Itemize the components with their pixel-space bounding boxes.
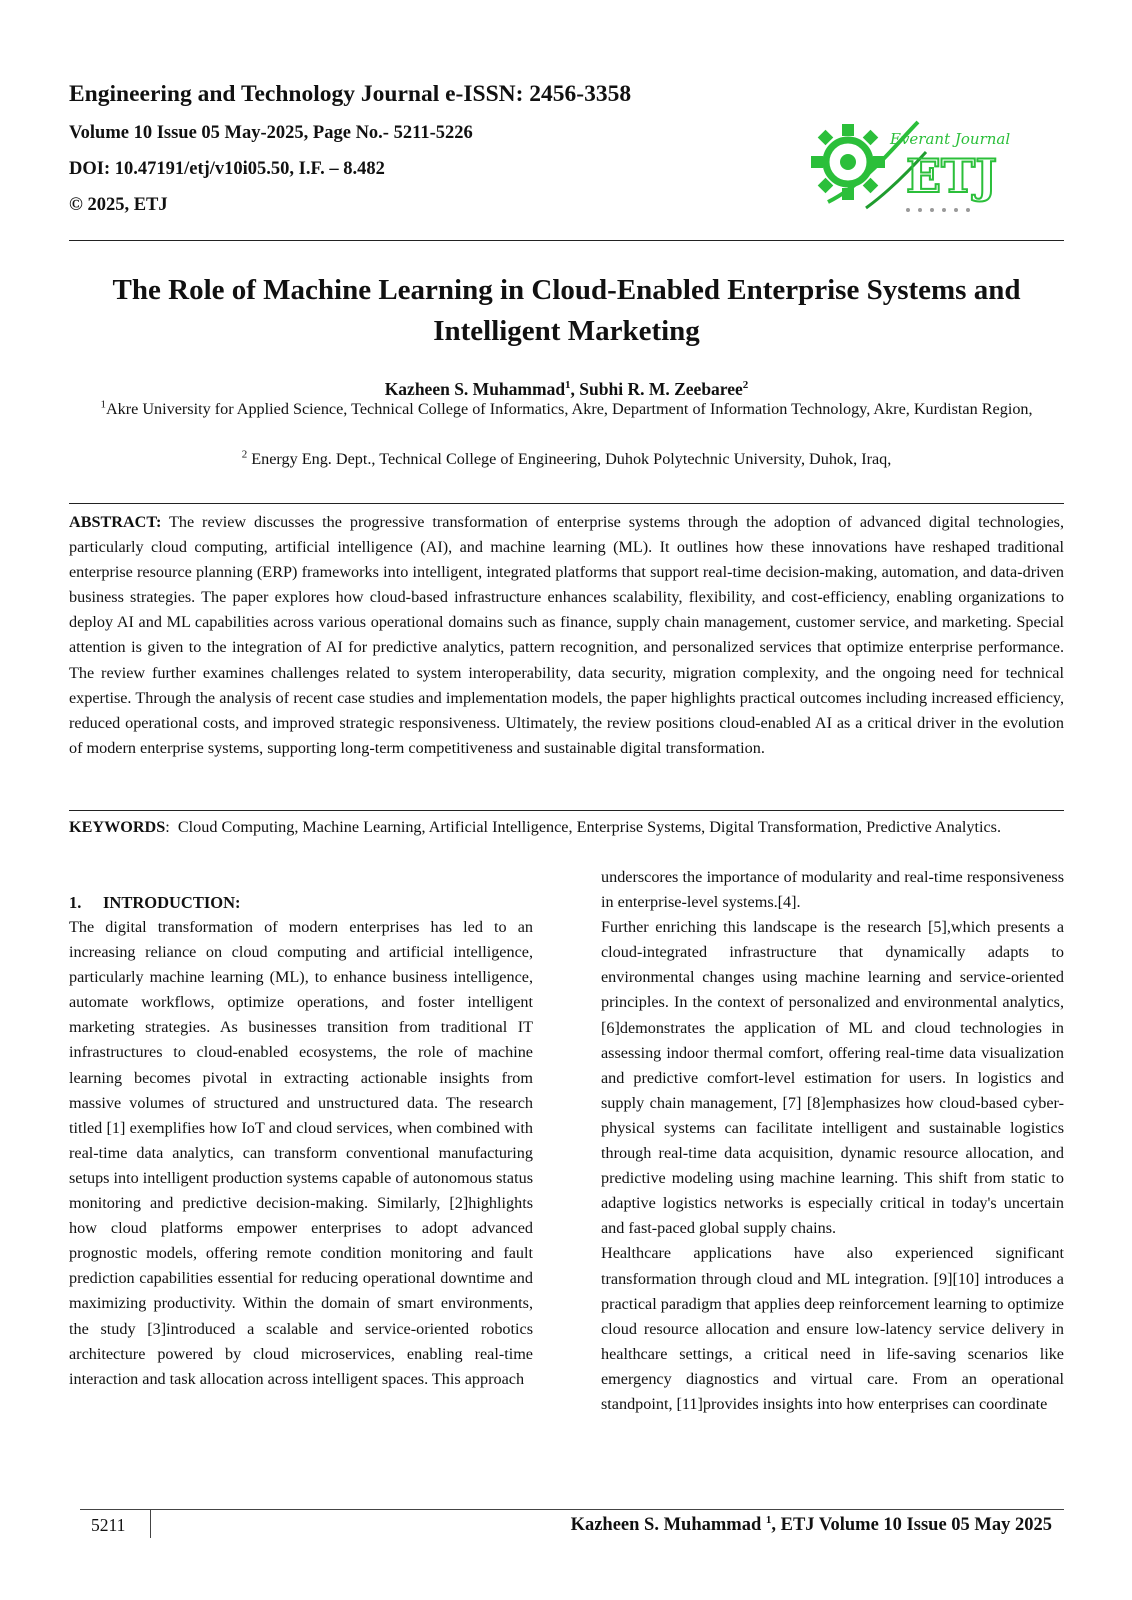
right-column xyxy=(601,865,1064,1417)
section-title: INTRODUCTION: xyxy=(103,893,241,912)
footer-separator xyxy=(150,1510,151,1538)
footer-divider xyxy=(80,1509,1064,1510)
header-divider xyxy=(69,240,1064,241)
affiliation-text: Energy Eng. Dept., Technical College of Engineering, Duhok Polytechnic University, Duhok, Iraq, xyxy=(247,450,892,468)
body-paragraph: Further enriching this landscape is the research [5],which presents a cloud-integrated infrastructure that dynamically adapts to environmental changes using machine learning and service-oriented principles. In the context of personalized and environmental analytics, [6]demonstrates the application of ML and cloud technologies in assessing indoor thermal comfort, offering real-time data visualization and predictive comfort-level estimation for users. In logistics and supply chain management, [7] [8]emphasizes how cloud-based cyber-physical systems can facilitate intelligent and sustainable logistics through real-time data acquisition, dynamic resource allocation, and predictive modeling using machine learning. This shift from static to adaptive logistics networks is especially critical in today's uncertain and fast-paced global supply chains. xyxy=(601,918,1064,1238)
footer-author: Kazheen S. Muhammad xyxy=(570,1515,762,1535)
journal-header xyxy=(69,76,709,220)
keywords-label: KEYWORDS xyxy=(69,818,166,836)
body-paragraph: Healthcare applications have also experienced significant transformation through cloud and ML integration. [9][10] introduces a practical paradigm that applies deep reinforcement learning to optimize cloud resource allocation and ensure low-latency service delivery in healthcare settings, a critical need in life-saving scenarios like emergency diagnostics and virtual care. From an operational standpoint, [11]provides insights into how enterprises can coordinate xyxy=(601,1244,1064,1413)
page-number: 5211 xyxy=(91,1515,126,1535)
abstract-bottom-divider xyxy=(69,810,1064,811)
author-affil-marker: 1 xyxy=(565,379,571,392)
author-name: Subhi R. M. Zeebaree xyxy=(579,379,743,399)
abstract-top-divider xyxy=(69,503,1064,504)
affiliation-2 xyxy=(69,447,1064,472)
author-affil-marker: 2 xyxy=(742,379,749,392)
running-footer xyxy=(571,1513,1052,1537)
copyright-info: © 2025, ETJ xyxy=(69,195,168,215)
svg-text:Everant Journal: Everant Journal xyxy=(890,130,1011,148)
affiliation-1 xyxy=(69,397,1064,422)
svg-text:ETJ: ETJ xyxy=(906,149,998,203)
abstract-label: ABSTRACT: xyxy=(69,513,162,531)
affiliation-text: Akre University for Applied Science, Technical College of Informatics, Akre, Department of Information Technology, Akre, Kurdistan Region, xyxy=(105,400,1033,418)
footer-affil-marker: 1 xyxy=(765,1513,772,1526)
volume-info: Volume 10 Issue 05 May-2025, Page No.- 5211-5226 xyxy=(69,123,473,143)
journal-name: Engineering and Technology Journal e-ISSN: 2456-3358 xyxy=(69,81,632,107)
footer-citation: , ETJ Volume 10 Issue 05 May 2025 xyxy=(771,1515,1052,1535)
affiliation-marker: 2 xyxy=(241,448,248,461)
body-paragraph: The digital transformation of modern enterprises has led to an increasing reliance on cloud computing and artificial intelligence, particularly machine learning (ML), to enhance business intelligence, automate workflows, optimize operations, and foster intelligent marketing strategies. As businesses transition from traditional IT infrastructures to cloud-enabled ecosystems, the role of machine learning becomes pivotal in extracting actionable insights from massive volumes of structured and unstructured data. The research titled [1] exemplifies how IoT and cloud services, when combined with real-time data analytics, can transform conventional manufacturing setups into intelligent production systems capable of autonomous status monitoring and predictive decision-making. Similarly, [2]highlights how cloud platforms empower enterprises to adopt advanced prognostic models, offering remote condition monitoring and fault prediction capabilities essential for reducing operational downtime and maximizing productivity. Within the domain of smart environments, the study [3]introduced a scalable and service-oriented robotics architecture powered by cloud microservices, enabling real-time interaction and task allocation across intelligent spaces. This approach xyxy=(69,918,533,1388)
author-name: Kazheen S. Muhammad xyxy=(384,379,566,399)
section-number: 1. xyxy=(69,893,82,912)
abstract xyxy=(69,510,1064,761)
left-column xyxy=(69,890,533,1392)
keywords-text: Cloud Computing, Machine Learning, Artificial Intelligence, Enterprise Systems, Digital Transformation, Predictive Analytics. xyxy=(177,818,1002,836)
author-separator: , xyxy=(570,379,580,399)
keywords: KEYWORDS: Cloud Computing, Machine Learning, Artificial Intelligence, Enterprise Systems, Digital Transformation, Predictive Analytics. xyxy=(69,818,1002,836)
affiliation-marker: 1 xyxy=(100,398,106,411)
section-heading xyxy=(69,890,533,915)
body-paragraph: underscores the importance of modularity and real-time responsiveness in enterprise-level systems.[4]. xyxy=(601,868,1064,912)
gear-logo-icon xyxy=(808,112,1022,220)
abstract-text: The review discusses the progressive transformation of enterprise systems through the adoption of advanced digital technologies, particularly cloud computing, artificial intelligence (AI), and machine learning (ML). It outlines how these innovations have reshaped traditional enterprise resource planning (ERP) frameworks into intelligent, integrated platforms that support real-time decision-making, automation, and data-driven business strategies. The paper explores how cloud-based infrastructure enhances scalability, flexibility, and cost-efficiency, enabling organizations to deploy AI and ML capabilities across various operational domains such as finance, supply chain management, customer service, and marketing. Special attention is given to the integration of AI for predictive analytics, pattern recognition, and personalized services that optimize enterprise performance. The review further examines challenges related to system interoperability, data security, migration complexity, and the ongoing need for technical expertise. Through the analysis of recent case studies and implementation models, the paper highlights practical outcomes including increased efficiency, reduced operational costs, and improved strategic responsiveness. Ultimately, the review positions cloud-enabled AI as a critical driver in the evolution of modern enterprise systems, supporting long-term competitiveness and sustainable digital transformation. xyxy=(69,513,1064,757)
paper-title: The Role of Machine Learning in Cloud-Enabled Enterprise Systems and Intelligent Marketing xyxy=(112,274,1021,347)
etj-logo xyxy=(808,112,1022,220)
doi-info: DOI: 10.47191/etj/v10i05.50, I.F. – 8.482 xyxy=(69,159,385,179)
